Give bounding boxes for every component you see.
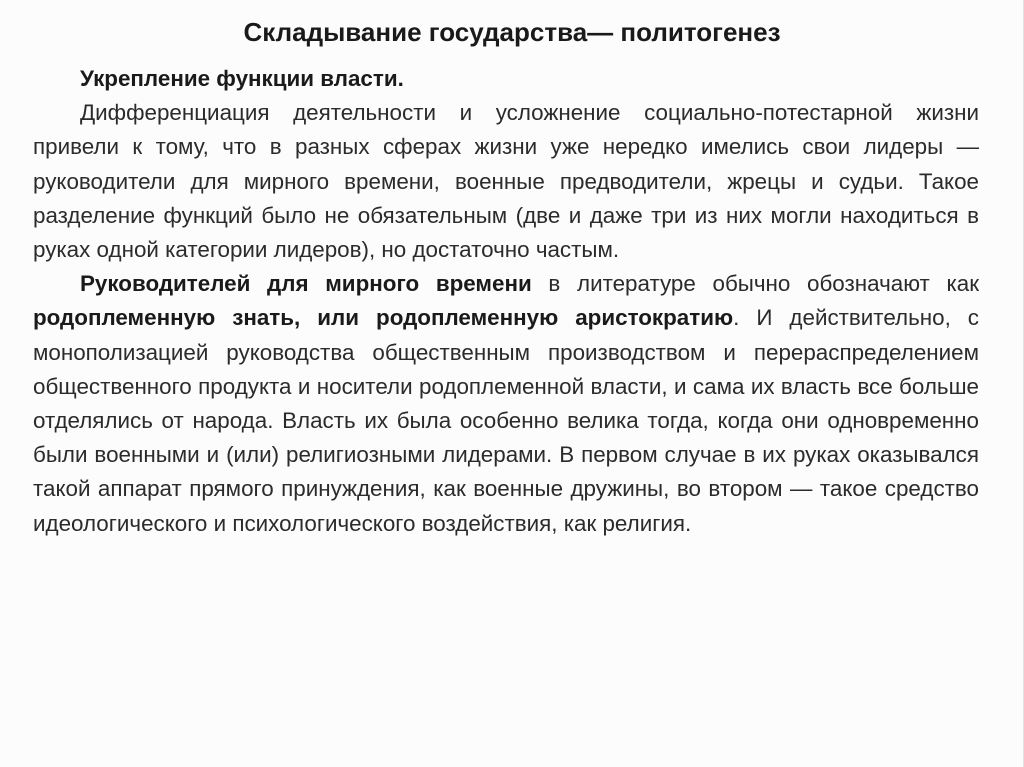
paragraph-text-part-1: в литературе обычно обозначают как	[531, 271, 979, 297]
section-heading: Укрепление функции власти.	[80, 66, 404, 91]
slide-title: Складывание государства— политогенез	[243, 17, 781, 47]
paragraph-text-part-2: . И действительно, с монополизацией руководства общественным производством и перераспределением общественного продукта и носители родоплеменной власти, и сама их власть все больше отделялись от народа. Власть их была особенно велика тогда, когда они одновременно были военными и (или) религиозными лидерами. В первом случае в их руках оказывался такой аппарат прямого принуждения, как военные дружины, во втором — такое средство идеологического и психологического воздействия, как религия.	[33, 305, 979, 536]
bold-lead-phrase: Руководителей для мирного времени	[80, 271, 532, 297]
bold-term-aristocracy: родоплеменную знать, или родоплеменную аристократию	[33, 305, 734, 331]
slide-body	[33, 62, 979, 541]
paragraph-differentiation: Дифференциация деятельности и усложнение социально-потестарной жизни привели к тому, что в разных сферах жизни уже нередко имелись свои лидеры — руководители для мирного времени, военные предводители, жрецы и судьи. Такое разделение функций было не обязательным (две и даже три из них могли находиться в руках одной категории лидеров), но достаточно частым.	[33, 100, 979, 263]
paragraph-peacetime-leaders	[33, 267, 979, 541]
